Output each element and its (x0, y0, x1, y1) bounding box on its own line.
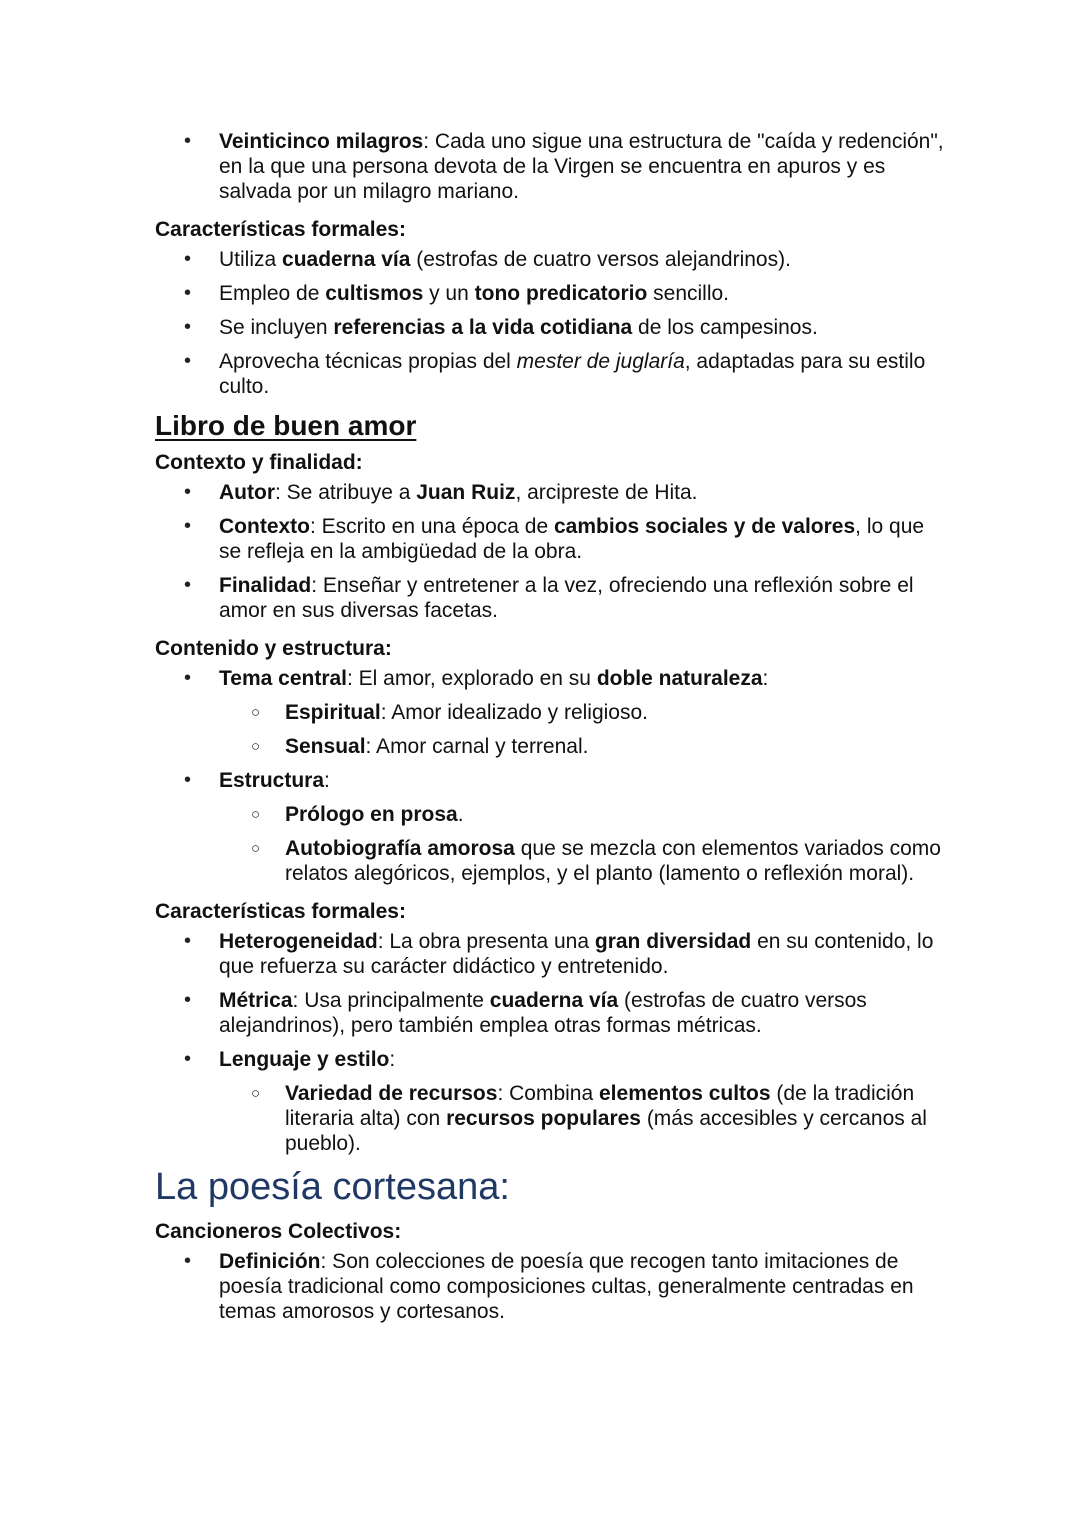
contenido-list (155, 666, 945, 886)
cortesana-title: La poesía cortesana: (155, 1166, 510, 1208)
document-content (155, 129, 945, 1333)
sublist (219, 700, 945, 759)
section-heading: Cancioneros Colectivos: (155, 1220, 402, 1243)
section-heading: Contenido y estructura: (155, 637, 392, 660)
libro-title: Libro de buen amor (155, 410, 417, 441)
list-item: • Utiliza cuaderna vía (estrofas de cuatro versos alejandrinos). (155, 247, 945, 272)
list-item: • Contexto: Escrito en una época de cambios sociales y de valores, lo que se refleja en la ambigüedad de la obra. (155, 514, 945, 564)
contexto-list (155, 480, 945, 623)
sublist (219, 1081, 945, 1156)
section-heading: Características formales: (155, 900, 406, 923)
list-item: • Empleo de cultismos y un tono predicatorio sencillo. (155, 281, 945, 306)
libro-formales-list (155, 929, 945, 1156)
list-item: • Veinticinco milagros: Cada uno sigue una estructura de "caída y redención", en la que una persona devota de la Virgen se encuentra en apuros y es salvada por un milagro mariano. (155, 129, 945, 204)
berceo-formales-list (155, 247, 945, 399)
list-item: • Aprovecha técnicas propias del mester de juglaría, adaptadas para su estilo culto. (155, 349, 945, 399)
sublist-item: ○ Sensual: Amor carnal y terrenal. (219, 734, 945, 759)
list-item: • Tema central: El amor, explorado en su doble naturaleza: ○ Espiritual: Amor idealizado y religioso. ○ Sensual: Amor carnal y terrenal. (155, 666, 945, 759)
sublist-item: ○ Espiritual: Amor idealizado y religioso. (219, 700, 945, 725)
list-item: • Se incluyen referencias a la vida cotidiana de los campesinos. (155, 315, 945, 340)
sublist-item: ○ Prólogo en prosa. (219, 802, 945, 827)
list-item: • Lenguaje y estilo: ○ Variedad de recursos: Combina elementos cultos (de la tradición literaria alta) con recursos populares (más accesibles y cercanos al pueblo). (155, 1047, 945, 1156)
list-item: • Heterogeneidad: La obra presenta una gran diversidad en su contenido, lo que refuerza su carácter didáctico y entretenido. (155, 929, 945, 979)
milagros-list (155, 129, 945, 204)
sublist-item: ○ Autobiografía amorosa que se mezcla con elementos variados como relatos alegóricos, ejemplos, y el planto (lamento o reflexión moral). (219, 836, 945, 886)
cortesana-list (155, 1249, 945, 1324)
sublist (219, 802, 945, 886)
list-item: • Métrica: Usa principalmente cuaderna vía (estrofas de cuatro versos alejandrinos), pero también emplea otras formas métricas. (155, 988, 945, 1038)
sublist-item: ○ Variedad de recursos: Combina elementos cultos (de la tradición literaria alta) con recursos populares (más accesibles y cercanos al pueblo). (219, 1081, 945, 1156)
list-item: • Autor: Se atribuye a Juan Ruiz, arcipreste de Hita. (155, 480, 945, 505)
list-item: • Finalidad: Enseñar y entretener a la vez, ofreciendo una reflexión sobre el amor en sus diversas facetas. (155, 573, 945, 623)
list-item: • Definición: Son colecciones de poesía que recogen tanto imitaciones de poesía tradicional como composiciones cultas, generalmente centradas en temas amorosos y cortesanos. (155, 1249, 945, 1324)
section-heading: Características formales: (155, 218, 406, 241)
section-heading: Contexto y finalidad: (155, 451, 363, 474)
list-item: • Estructura: ○ Prólogo en prosa. ○ Autobiografía amorosa que se mezcla con elementos variados como relatos alegóricos, ejemplos, y el planto (lamento o reflexión moral). (155, 768, 945, 886)
